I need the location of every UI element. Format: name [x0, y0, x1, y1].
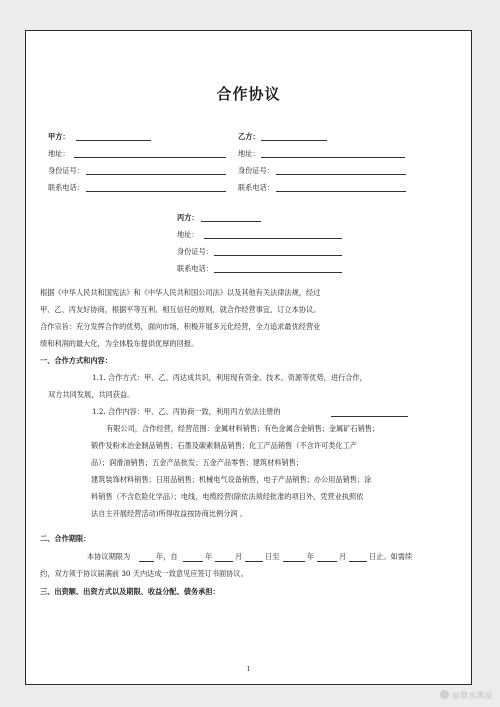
watermark-text: @鼎水满溢: [452, 691, 492, 700]
party-c-phone-line: [214, 272, 342, 273]
party-a-address-line: [74, 157, 226, 158]
party-a-phone-line: [86, 191, 226, 192]
party-b-address-label: 地址：: [238, 149, 260, 158]
term-part-3: 月: [235, 552, 243, 561]
party-a-label: 甲方：: [48, 132, 70, 141]
section-2-heading: 二、合作期限：: [40, 534, 91, 543]
party-a-phone-label: 联系电话：: [48, 183, 84, 192]
body-line-11: 品）；润滑油销售；五金产品批发；五金产品零售；建筑材料销售；: [91, 458, 304, 467]
term-blank-end-day: [349, 561, 367, 562]
term-blank-start-day: [245, 561, 263, 562]
term-blank-end-year: [283, 561, 305, 562]
term-part-6: 月: [339, 552, 347, 561]
body-line-14: 法自主开展经营活动)所得收益按协商比例分润 。: [91, 509, 248, 518]
term-prefix: 本协议期限为: [87, 552, 131, 561]
party-b-phone-line: [276, 191, 406, 192]
term-part-4: 日至: [265, 552, 280, 561]
term-part-7: 日止。如需续: [369, 552, 413, 561]
body-line-3: 合作宗旨：充分发挥合作的优势，面向市场，积极开展多元化经营，全力追求最优经营业: [40, 322, 321, 331]
party-c-address-label: 地址：: [177, 230, 199, 239]
body-line-12: 建筑装饰材料销售；日用品销售；机械电气设备销售，电子产品销售；办公用品销售；涂: [91, 475, 372, 484]
term-blank-years: [139, 561, 154, 562]
term-part-5: 年: [307, 552, 315, 561]
body-line-7: 双方共同发展，共同获益。: [48, 390, 135, 399]
body-line-1: 根据《中华人民共和国宪法》和《中华人民共和国公司法》以及其他有关法律法规，经过: [40, 288, 321, 297]
document-page: [25, 30, 472, 685]
party-b-id-line: [276, 174, 406, 175]
party-b-phone-label: 联系电话：: [238, 183, 274, 192]
body-line-2: 甲、乙、丙友好协商，根据平等互利、相互信任的原则，就合作经营事宜，订立本协议。: [40, 305, 321, 314]
party-a-id-line: [86, 174, 226, 175]
party-a-address-label: 地址：: [48, 149, 70, 158]
party-b-line: [261, 140, 327, 141]
party-b-label: 乙方：: [238, 132, 260, 141]
party-c-label: 丙方：: [177, 213, 199, 222]
body-line-17: 约，双方须于协议届满前 30 天内达成一致意见应签订书面协议。: [40, 569, 248, 578]
party-c-id-label: 身份证号：: [177, 247, 213, 256]
term-blank-end-month: [317, 561, 337, 562]
body-line-8: 1.2. 合作内容：甲、乙、丙协商一致，利用丙方依法注册的: [92, 407, 281, 416]
body-line-13: 料销售（不含危险化学品）；电线、电缆经营(除依法须经批准的项目外，凭营业执照依: [91, 492, 364, 501]
watermark-logo-icon: [440, 690, 449, 699]
term-blank-start-year: [183, 561, 203, 562]
party-b-id-label: 身份证号：: [238, 166, 274, 175]
party-c-address-line: [204, 238, 342, 239]
body-line-10: 锻件及粉末冶金制品销售；石墨及碳素制品销售；化工产品销售（不含许可类化工产: [91, 441, 357, 450]
party-a-id-label: 身份证号：: [48, 166, 84, 175]
section-1-heading: 一、合作方式和内容：: [40, 356, 112, 365]
term-part-2: 年: [205, 552, 213, 561]
body-line-9: 有限公司，合作经营，经营范围：金属材料销售；有色金属合金销售；金属矿石销售；: [106, 424, 380, 433]
document-title: 合作协议: [216, 85, 281, 103]
body-line-6: 1.1. 合作方式：甲、乙、丙达成共识，利用现有资金、技术、资源等优势，进行合作，: [92, 373, 367, 382]
term-part-1: 年，自: [156, 552, 178, 561]
page-number: 1: [246, 666, 251, 673]
party-c-id-line: [214, 255, 342, 256]
watermark: [440, 690, 492, 701]
section-3-heading: 三、出资额、出资方式以及期限、收益分配、债务承担：: [40, 587, 220, 596]
party-c-phone-label: 联系电话：: [177, 264, 213, 273]
party-a-line: [76, 140, 151, 141]
body-line-4: 绩和利润的最大化，为全体股东提供优厚的回报。: [40, 339, 199, 348]
company-name-line: [331, 416, 408, 417]
term-blank-start-month: [215, 561, 233, 562]
party-b-address-line: [261, 157, 405, 158]
party-c-line: [201, 221, 261, 222]
